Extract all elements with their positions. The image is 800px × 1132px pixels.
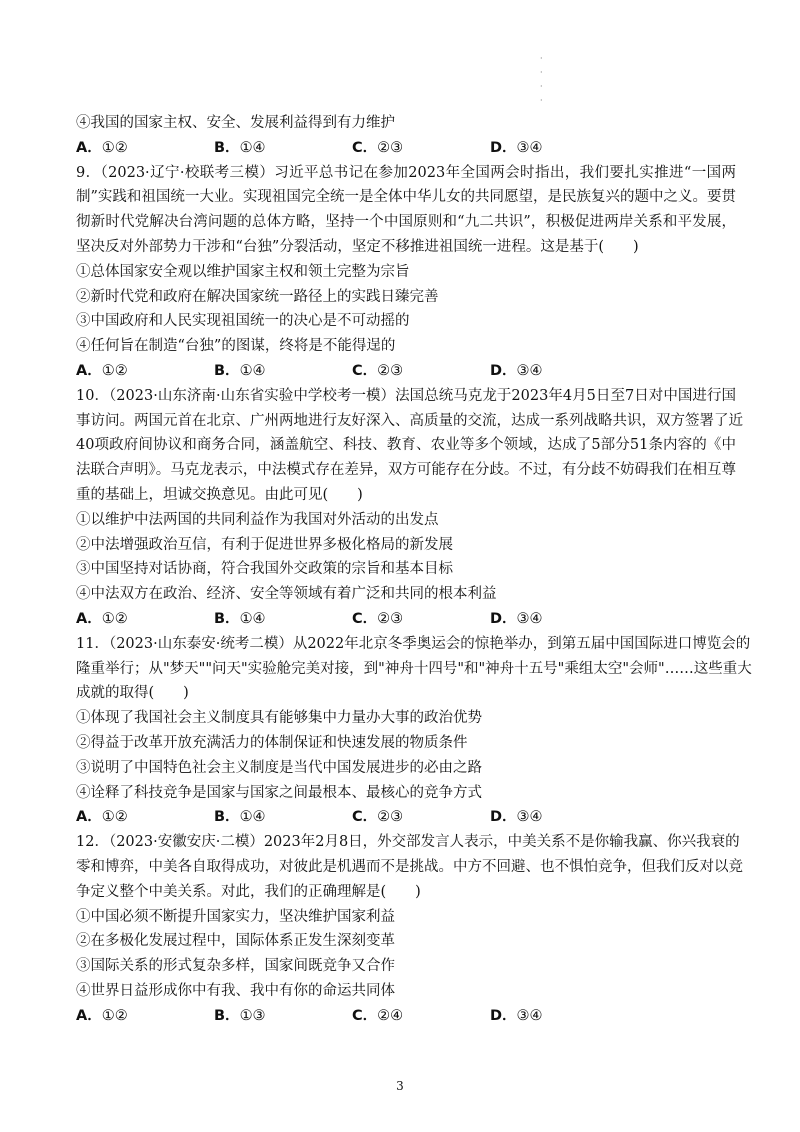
option-a[interactable]: A．①② bbox=[76, 362, 128, 379]
answer-options bbox=[76, 607, 736, 632]
question-12 bbox=[76, 830, 743, 1028]
option-d[interactable]: D．③④ bbox=[490, 1007, 543, 1024]
question-stem-line: 事访问。两国元首在北京、广州两地进行友好深入、高质量的交流，达成一系列战略共识，双方签署了近 bbox=[76, 412, 743, 429]
option-b[interactable]: B．①④ bbox=[214, 139, 266, 156]
option-d[interactable]: D．③④ bbox=[490, 809, 543, 826]
option-c[interactable]: C．②④ bbox=[352, 1007, 404, 1024]
statement: ①体现了我国社会主义制度具有能够集中力量办大事的政治优势 bbox=[76, 710, 482, 727]
question-9 bbox=[76, 161, 736, 384]
question-stem-line: 9．（2023·辽宁·校联考三模）习近平总书记在参加2023年全国两会时指出，我们要扎实推进“一国两 bbox=[76, 164, 736, 181]
statement: ④任何旨在制造“台独”的图谋，终将是不能得逞的 bbox=[76, 338, 396, 355]
decorative-dots: · · · · bbox=[540, 54, 543, 105]
question-stem-line: 彻新时代党解决台湾问题的总体方略，坚持一个中国原则和“九二共识”，积极促进两岸关系和平发展， bbox=[76, 214, 736, 231]
option-c[interactable]: C．②③ bbox=[352, 610, 404, 627]
question-stem-line: 法联合声明》。马克龙表示，中法模式存在差异，双方可能存在分歧。不过，有分歧不妨碍我们在相互尊 bbox=[76, 462, 736, 479]
statement: ①总体国家安全观以维护国家主权和领土完整为宗旨 bbox=[76, 263, 410, 280]
option-a[interactable]: A．①② bbox=[76, 1007, 128, 1024]
statement: ④世界日益形成你中有我、我中有你的命运共同体 bbox=[76, 982, 395, 999]
prev-options bbox=[76, 136, 736, 161]
option-d[interactable]: D．③④ bbox=[490, 362, 543, 379]
option-a[interactable]: A．①② bbox=[76, 610, 128, 627]
option-b[interactable]: B．①③ bbox=[214, 1007, 266, 1024]
option-c[interactable]: C．②③ bbox=[352, 139, 404, 156]
question-stem-line: 争定义整个中美关系。对此，我们的正确理解是( ) bbox=[76, 883, 421, 900]
question-stem-line: 12．（2023·安徽安庆·二模）2023年2月8日，外交部发言人表示，中美关系不是你输我赢、你兴我衰的 bbox=[76, 834, 740, 851]
question-stem-line: 11．（2023·山东泰安·统考二模）从2022年北京冬季奥运会的惊艳举办，到第五届中国国际进口博览会的 bbox=[76, 635, 751, 652]
answer-options bbox=[76, 805, 736, 830]
question-stem-line: 坚决反对外部势力干涉和“台独”分裂活动，坚定不移推进祖国统一进程。这是基于( ) bbox=[76, 238, 639, 255]
answer-options bbox=[76, 359, 736, 384]
statement: ①以维护中法两国的共同利益作为我国对外活动的出发点 bbox=[76, 511, 439, 528]
page-number: 3 bbox=[396, 1079, 404, 1093]
question-11 bbox=[76, 632, 752, 830]
option-d[interactable]: D．③④ bbox=[490, 610, 543, 627]
page-content bbox=[76, 111, 752, 1028]
question-stem-line: 隆重举行；从"梦天""问天"实验舱完美对接，到"神舟十四号"和"神舟十五号"乘组太空"会师"……这些重大 bbox=[76, 660, 752, 677]
statement: ②中法增强政治互信，有利于促进世界多极化格局的新发展 bbox=[76, 536, 453, 553]
question-10 bbox=[76, 384, 743, 632]
question-stem-line: 零和博弈，中美各自取得成功，对彼此是机遇而不是挑战。中方不回避、也不惧怕竞争，但我们反对以竞 bbox=[76, 858, 743, 875]
question-stem-line: 40项政府间协议和商务合同，涵盖航空、科技、教育、农业等多个领域，达成了5部分51条内容的《中 bbox=[76, 437, 736, 454]
option-b[interactable]: B．①④ bbox=[214, 809, 266, 826]
option-b[interactable]: B．①④ bbox=[214, 362, 266, 379]
option-c[interactable]: C．②③ bbox=[352, 809, 404, 826]
answer-options bbox=[76, 1004, 736, 1029]
statement: ④中法双方在政治、经济、安全等领域有着广泛和共同的根本利益 bbox=[76, 586, 497, 603]
statement: ③中国政府和人民实现祖国统一的决心是不可动摇的 bbox=[76, 313, 410, 330]
option-a[interactable]: A．①② bbox=[76, 809, 128, 826]
statement: ③国际关系的形式复杂多样，国家间既竞争又合作 bbox=[76, 958, 395, 975]
statement: ②得益于改革开放充满活力的体制保证和快速发展的物质条件 bbox=[76, 734, 468, 751]
statement: ③说明了中国特色社会主义制度是当代中国发展进步的必由之路 bbox=[76, 759, 482, 776]
statement: ②在多极化发展过程中，国际体系正发生深刻变革 bbox=[76, 933, 395, 950]
statement: ④诠释了科技竞争是国家与国家之间最根本、最核心的竞争方式 bbox=[76, 784, 482, 801]
statement: ③中国坚持对话协商，符合我国外交政策的宗旨和基本目标 bbox=[76, 561, 453, 578]
option-b[interactable]: B．①④ bbox=[214, 610, 266, 627]
question-stem-line: 重的基础上，坦诚交换意见。由此可见( ) bbox=[76, 486, 363, 503]
statement: ②新时代党和政府在解决国家统一路径上的实践日臻完善 bbox=[76, 288, 439, 305]
question-stem-line: 成就的取得( ) bbox=[76, 685, 189, 702]
option-a[interactable]: A．①② bbox=[76, 139, 128, 156]
option-d[interactable]: D．③④ bbox=[490, 139, 543, 156]
statement: ①中国必须不断提升国家实力，坚决维护国家利益 bbox=[76, 908, 395, 925]
prev-statement: ④我国的国家主权、安全、发展利益得到有力维护 bbox=[76, 115, 395, 131]
question-stem-line: 10．（2023·山东济南·山东省实验中学校考一模）法国总统马克龙于2023年4月5日至7日对中国进行国 bbox=[76, 387, 736, 404]
question-stem-line: 制”实践和祖国统一大业。实现祖国完全统一是全体中华儿女的共同愿望，是民族复兴的题中之义。要贯 bbox=[76, 189, 736, 206]
option-c[interactable]: C．②③ bbox=[352, 362, 404, 379]
